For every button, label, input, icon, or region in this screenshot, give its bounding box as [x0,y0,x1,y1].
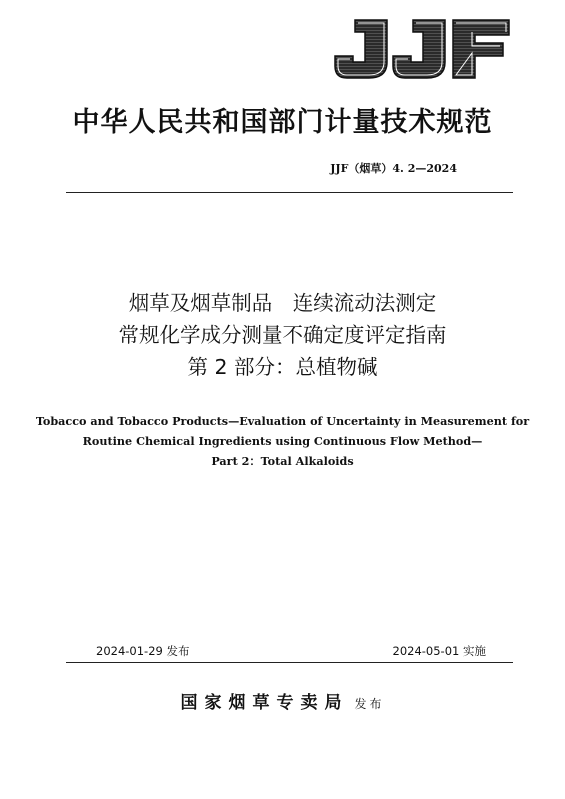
implementation-date: 2024-05-01 实施 [392,644,486,658]
standard-category-title: 中华人民共和国部门计量技术规范 [72,107,493,138]
jjf-logo [333,18,511,80]
bottom-divider [66,662,513,663]
chinese-title [0,287,565,383]
english-title [0,411,565,471]
english-title-line-3: Part 2：Total Alkaloids [211,454,354,468]
chinese-title-line-1: 烟草及烟草制品 连续流动法测定 [128,291,437,315]
chinese-title-line-2: 常规化学成分测量不确定度评定指南 [118,323,447,347]
chinese-title-line-3: 第 2 部分：总植物碱 [187,355,378,379]
english-title-line-2: Routine Chemical Ingredients using Continuous Flow Method— [82,434,483,448]
issue-date: 2024-01-29 发布 [96,644,190,658]
publisher-org: 国家烟草专卖局 [180,693,349,713]
publisher-action: 发布 [354,697,385,711]
english-title-line-1: Tobacco and Tobacco Products—Evaluation of Uncertainty in Measurement for [35,414,530,428]
publisher [0,688,565,713]
top-divider [66,192,513,193]
standard-code: JJF（烟草）4. 2—2024 [330,162,457,175]
jjf-logo-graphic [333,18,511,80]
